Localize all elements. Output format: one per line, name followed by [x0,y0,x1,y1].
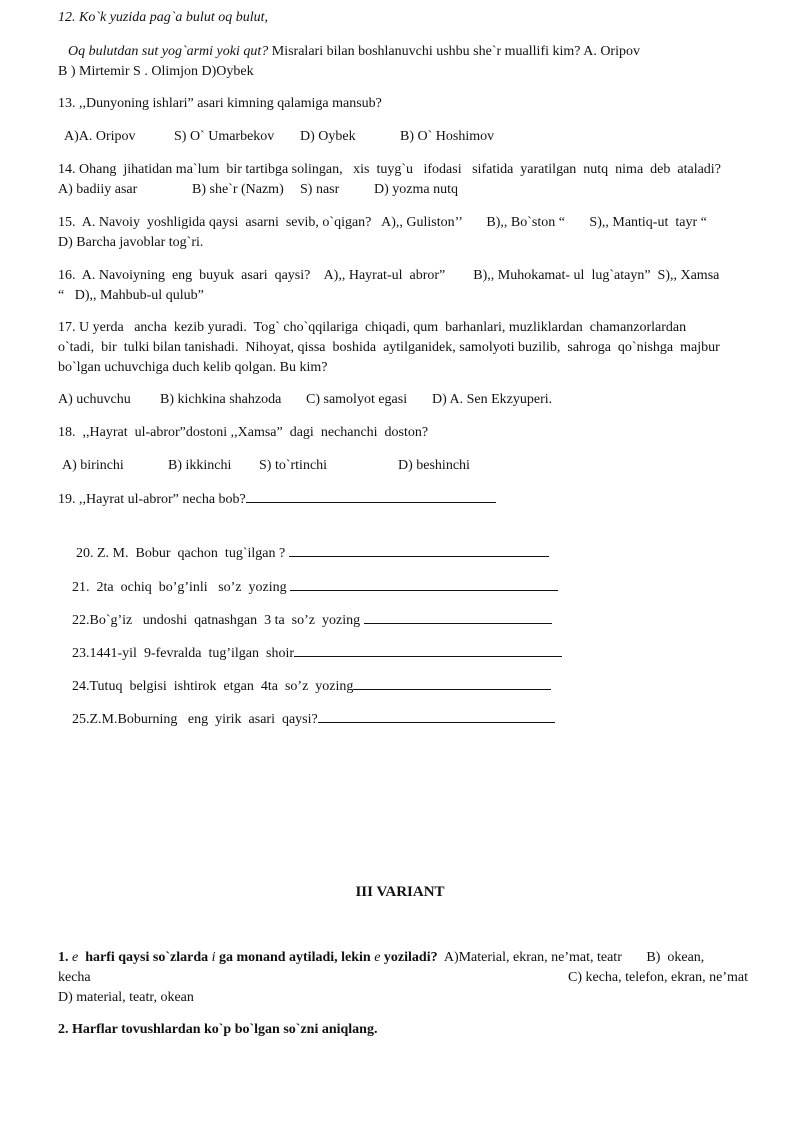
q22-text: 22.Bo`g’iz undoshi qatnashgan 3 ta so’z yozing [72,613,361,628]
q23-text: 23.1441-yil 9-fevralda tug’ilgan shoir [72,646,295,661]
q16-line2: “ D),, Mahbub-ul qulub” [58,288,204,303]
q18-option-a: A) birinchi [62,458,124,473]
q18-option-b: B) ikkinchi [168,458,232,473]
v3q1-option-b-cont: kecha [58,970,91,985]
q18-option-d: D) beshinchi [398,458,470,473]
q17-line3: bo`lgan uchuvchiga duch kelib qolgan. Bu kim? [58,360,328,375]
q14-option-s: S) nasr [300,182,340,197]
v3q1-option-c: C) kecha, telefon, ekran, ne’mat [568,970,748,985]
q14-option-b: B) she`r (Nazm) [192,182,284,197]
v3q1-line1: 1. e harfi qaysi so`zlarda i ga monand aytiladi, lekin e yoziladi? A)Material, ekran, ne’mat, teatr B) okean, [58,950,705,965]
q19-text: 19. ,,Hayrat ul-abror” necha bob? [58,492,246,507]
q24-text: 24.Tutuq belgisi ishtirok etgan 4ta so’z yozing [72,679,354,694]
q12-line2: Oq bulutdan sut yog`armi yoki qut? Misralari bilan boshlanuvchi ushbu she`r muallifi kim? A. Oripov [68,44,640,59]
q20-text: 20. Z. M. Bobur qachon tug`ilgan ? [76,546,286,561]
q15-line1: 15. A. Navoiy yoshligida qaysi asarni sevib, o`qigan? A),, Guliston’’ B),, Bo`ston “ S),, Mantiq-ut tayr “ [58,215,707,230]
q13-text: 13. ,,Dunyoning ishlari” asari kimning qalamiga mansub? [58,96,382,111]
q21-text: 21. 2ta ochiq bo’g’inli so’z yozing [72,580,287,595]
q20-answer-blank[interactable] [289,542,549,557]
q14-option-d: D) yozma nutq [374,182,458,197]
q13-option-a: A)A. Oripov [64,129,136,144]
q13-option-d: D) Oybek [300,129,356,144]
q13-option-b: B) O` Hoshimov [400,129,495,144]
q13-option-s: S) O` Umarbekov [174,129,275,144]
q17-option-a: A) uchuvchu [58,392,131,407]
q25-text: 25.Z.M.Boburning eng yirik asari qaysi? [72,712,318,727]
q12-line1: 12. Ko`k yuzida pag`a bulut oq bulut, [58,10,268,25]
q17-line1: 17. U yerda ancha kezib yuradi. Tog` cho`qqilariga chiqadi, qum barhanlari, muzliklardan chamanzorlardan [58,320,687,335]
q12-options: B ) Mirtemir S . Olimjon D)Oybek [58,64,254,79]
q17-option-c: C) samolyot egasi [306,392,408,407]
q14-option-a: A) badiiy asar [58,182,138,197]
question-25 [58,688,555,750]
q18-text: 18. ,,Hayrat ul-abror”dostoni ,,Xamsa” dagi nechanchi doston? [58,425,429,440]
q17-option-b: B) kichkina shahzoda [160,392,282,407]
q14-text: 14. Ohang jihatidan ma`lum bir tartibga solingan, xis tuyg`u ifodasi sifatida yaratilgan nutq nima deb ataladi? [58,162,721,177]
question-19 [58,488,496,510]
q19-answer-blank[interactable] [246,488,496,503]
q17-option-d: D) A. Sen Ekzyuperi. [432,392,553,407]
q16-line1: 16. A. Navoiyning eng buyuk asari qaysi? A),, Hayrat-ul abror” B),, Muhokamat- ul lug`atayn” S),, Xamsa [58,268,720,283]
q25-answer-blank[interactable] [318,708,555,723]
q15-line2: D) Barcha javoblar tog`ri. [58,235,204,250]
q18-option-s: S) to`rtinchi [259,458,328,473]
variant-title: III VARIANT [355,884,445,900]
q17-line2: o`tadi, bir tulki bilan tanishadi. Nihoyat, qissa boshida aytilganidek, samolyoti buzilib, sahroga qo`nishga majbur [58,340,720,355]
variant3-question-2: 2. Harflar tovushlardan ko`p bo`lgan so`zni aniqlang. [58,1022,378,1037]
v3q1-option-d: D) material, teatr, okean [58,990,194,1005]
